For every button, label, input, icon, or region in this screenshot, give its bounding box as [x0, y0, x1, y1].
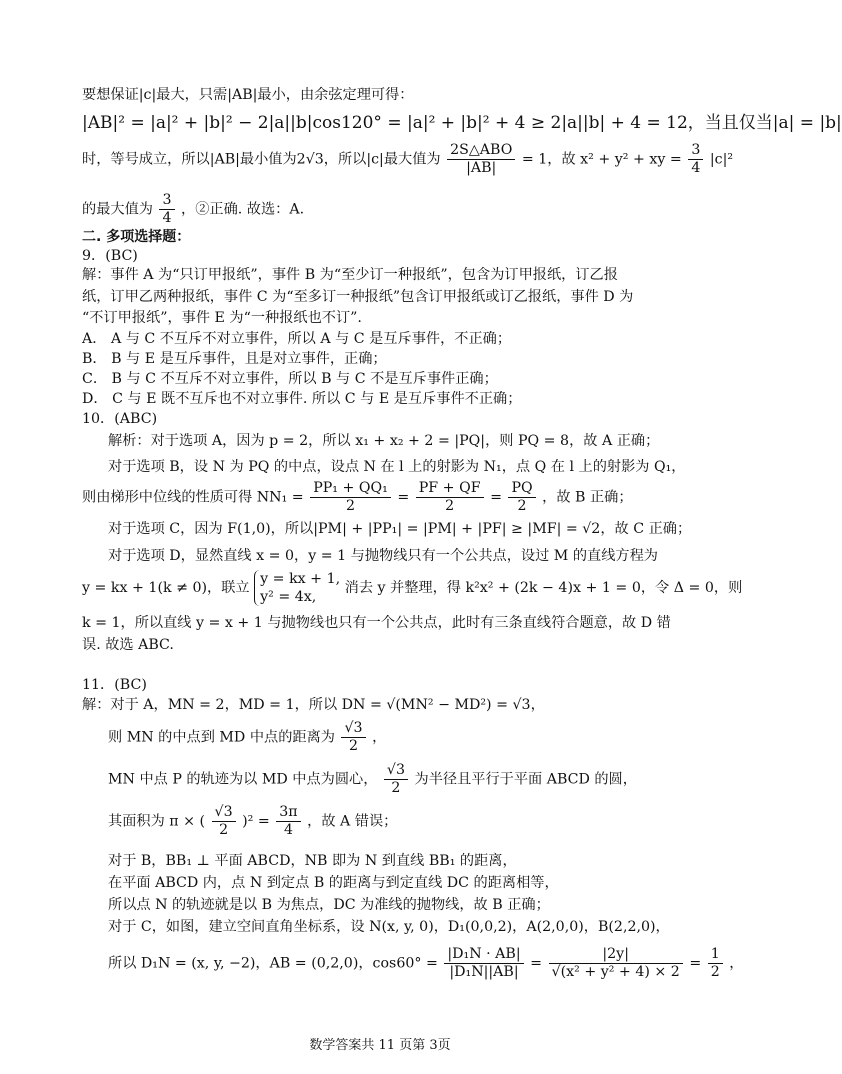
fraction: $\frac{PF + QF}{2}$: [416, 480, 484, 515]
q11-line-f: 在平面 ABCD 内，点 N 到定点 B 的距离与到定直线 DC 的距离相等，: [108, 875, 559, 891]
fraction: $\frac{\text{2S△ABO}}{|AB|}$: [447, 142, 515, 177]
q10-line-b: 对于选项 B，设 N 为 PQ 的中点，设点 N 在 l 上的射影为 N₁，点 Q 在 l 上的射影为 Q₁，: [108, 459, 686, 475]
fraction: $\frac{1}{2}$: [708, 946, 723, 981]
q10-line-a: 解析：对于选项 A，因为 p = 2，所以 x₁ + x₂ + 2 = |PQ|，则 PQ = 8，故 A 正确；: [108, 433, 660, 449]
page-footer: 数学答案共 11 页第 3页: [309, 1038, 451, 1053]
q10-line-g: k = 1，所以直线 y = x + 1 与抛物线也只有一个公共点，此时有三条直线符合题意，故 D 错: [82, 615, 671, 631]
q11-line-e: 对于 B，BB₁ ⊥ 平面 ABCD，NB 即为 N 到直线 BB₁ 的距离，: [108, 853, 517, 869]
fraction: $\frac{\text{|D₁N · AB|}}{\text{|D₁N||AB|}}$: [444, 946, 523, 981]
q9-option-a: A． A 与 C 不互斥不对立事件，所以 A 与 C 是互斥事件，不正确；: [82, 331, 512, 347]
fraction: $\frac{√3}{2}$: [212, 804, 236, 839]
q10-line-e: 对于选项 D，显然直线 x = 0，y = 1 与抛物线只有一个公共点，设过 M 的直线方程为: [108, 548, 658, 564]
q11-line-h: 对于 C，如图，建立空间直角坐标系，设 N(x, y, 0)，D₁(0,0,2)，A(2,0,0)，B(2,2,0)，: [108, 919, 670, 935]
fraction: $\frac{√3}{2}$: [384, 762, 408, 797]
fraction: $\frac{PQ}{2}$: [508, 480, 535, 515]
fraction: $\frac{3}{4}$: [159, 192, 174, 227]
q9-line-a: 解：事件 A 为“只订甲报纸”，事件 B 为“至少订一种报纸”，包含为订甲报纸，订乙报: [82, 267, 618, 283]
q9-option-c: C． B 与 C 不互斥不对立事件，所以 B 与 C 不是互斥事件正确；: [82, 371, 498, 387]
q11-line-b: 则 MN 的中点到 MD 中点的距离为 $\frac{√3}{2}$ ，: [108, 720, 387, 754]
equation-system: y = kx + 1, y² = 4x,: [254, 570, 340, 606]
q9-line-c: “不订甲报纸”，事件 E 为“一种报纸也不订”.: [82, 310, 362, 326]
q11-line-c: MN 中点 P 的轨迹为以 MD 中点为圆心， $\frac{√3}{2}$ 为半径且平行于平面 ABCD 的圆，: [108, 762, 637, 796]
q11-line-d: 其面积为 π × ( $\frac{√3}{2}$ )² = $\frac{3\pi}{4}$ ，故 A 错误；: [108, 804, 398, 838]
line-2-formula: |AB|² = |a|² + |b|² − 2|a||b|cos120° = |a|² + |b|² + 4 ≥ 2|a||b| + 4 = 12，当且仅当|a| = |b|: [82, 113, 842, 133]
q10-answer: 10．(ABC): [82, 411, 158, 427]
q11-line-a: 解：对于 A，MN = 2，MD = 1，所以 DN = √(MN² − MD²) = √3，: [82, 697, 545, 713]
q11-answer: 11．(BC): [82, 677, 147, 693]
q10-line-h: 误. 故选 ABC.: [82, 637, 174, 653]
q11-line-g: 所以点 N 的轨迹就是以 B 为焦点，DC 为准线的抛物线，故 B 正确；: [108, 897, 550, 913]
q10-line-f: y = kx + 1(k ≠ 0)，联立 y = kx + 1, y² = 4x, 消去 y 并整理，得 k²x² + (2k − 4)x + 1 = 0，令 Δ = 0，则: [82, 571, 743, 605]
section-heading: 二. 多项选择题：: [82, 229, 191, 245]
q10-line-c: 则由梯形中位线的性质可得 NN₁ = $\frac{\text{PP₁ + QQ₁}}{2}$ = $\frac{PF + QF}{2}$ = $\frac{PQ}{2}$ ，故 B 正确；: [82, 480, 633, 514]
q11-line-i: 所以 D₁N = (x, y, −2)，AB = (0,2,0)，cos60° = $\frac{\text{|D₁N · AB|}}{\text{|D₁N||AB|}}$ = $\frac{|2y|}{\text{√(x² + y² + 4) × 2}}$ = $\frac{1}{2}$ ，: [108, 946, 744, 980]
q9-option-b: B． B 与 E 是互斥事件，且是对立事件，正确；: [82, 351, 387, 367]
fraction: $\frac{|2y|}{\text{√(x² + y² + 4) × 2}}$: [549, 946, 683, 981]
fraction: $\frac{√3}{2}$: [341, 720, 365, 755]
line-3: 时，等号成立，所以|AB|最小值为2√3，所以|c|最大值为 $\frac{\text{2S△ABO}}{|AB|}$ = 1，故 x² + y² + xy = $\frac{3}{4}$ |c|²: [82, 142, 734, 176]
q9-answer: 9．(BC): [82, 248, 138, 264]
fraction: $\frac{3\pi}{4}$: [276, 804, 300, 839]
fraction: $\frac{\text{PP₁ + QQ₁}}{2}$: [310, 480, 391, 515]
q9-option-d: D． C 与 E 既不互斥也不对立事件. 所以 C 与 E 是互斥事件不正确；: [82, 391, 522, 407]
line-4: 的最大值为 $\frac{3}{4}$ ，②正确. 故选：A.: [82, 192, 305, 226]
q10-line-d: 对于选项 C，因为 F(1,0)，所以|PM| + |PP₁| = |PM| + |PF| ≥ |MF| = √2，故 C 正确；: [108, 521, 692, 537]
fraction: $\frac{3}{4}$: [688, 142, 703, 177]
q9-line-b: 纸，订甲乙两种报纸，事件 C 为“至多订一种报纸”包含订甲报纸或订乙报纸，事件 D 为: [82, 289, 634, 305]
line-1: 要想保证|c|最大，只需|AB|最小，由余弦定理可得：: [82, 87, 414, 103]
